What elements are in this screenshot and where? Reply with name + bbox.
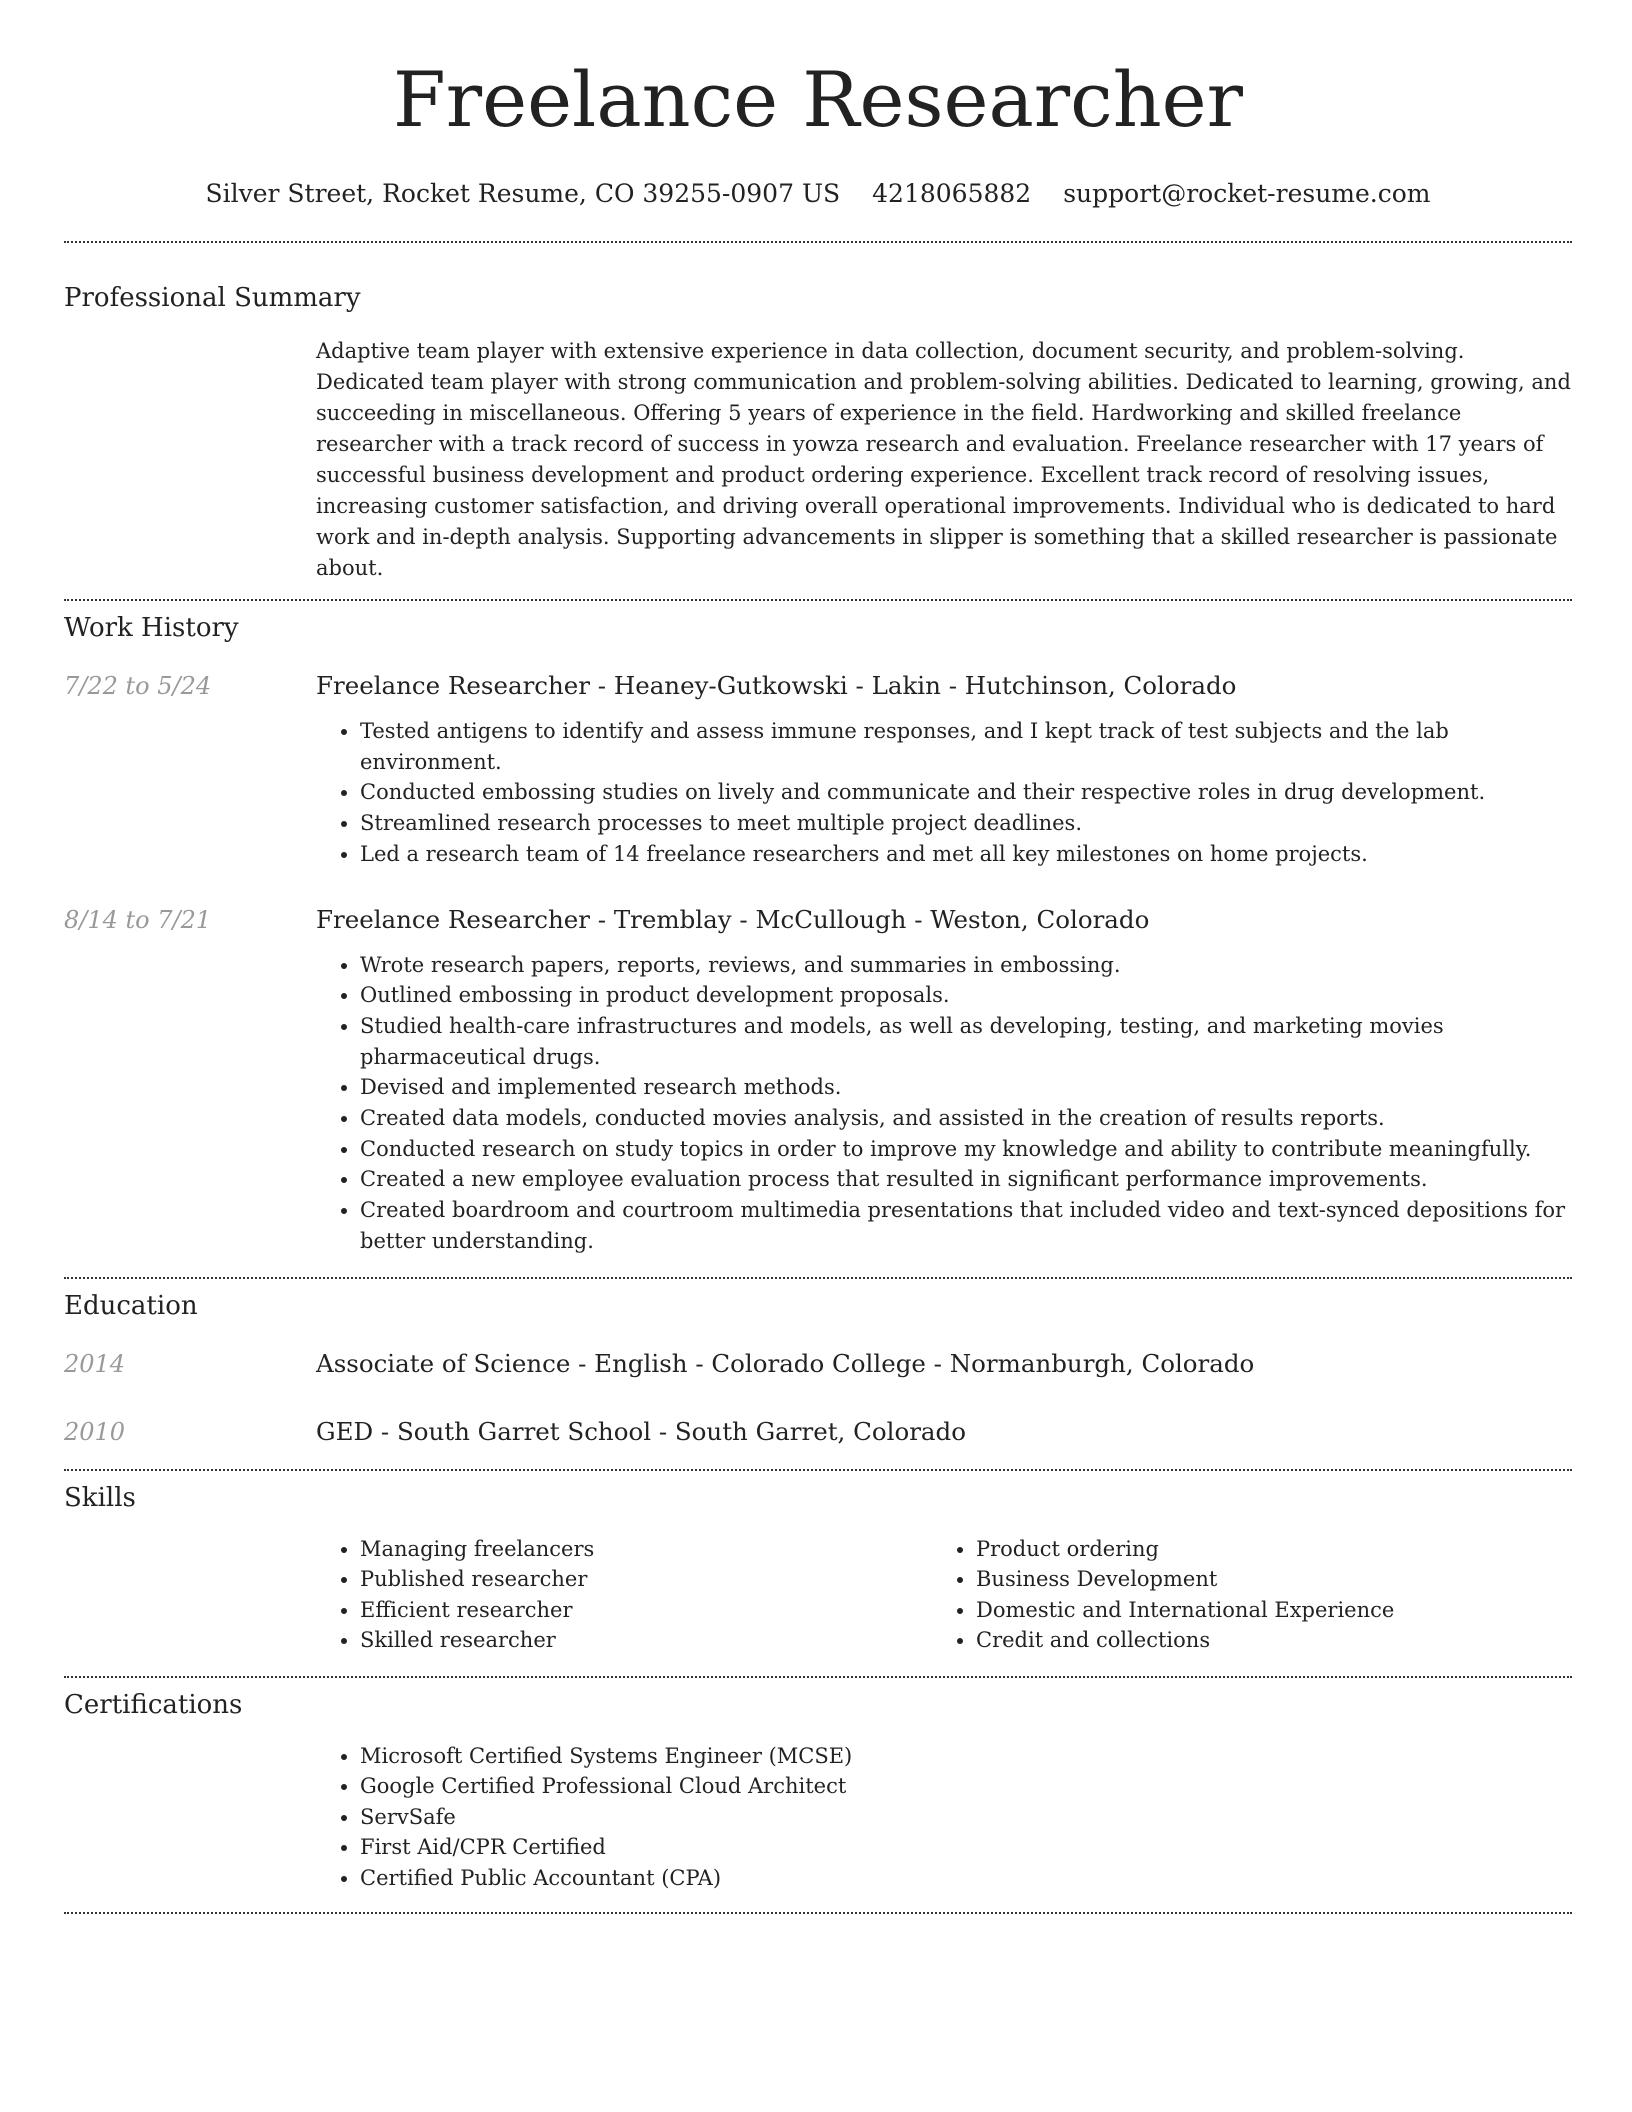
list-item: • First Aid/CPR Certified (360, 1832, 1572, 1863)
list-item: • Domestic and International Experience (976, 1595, 1548, 1626)
section-title-certifications: Certifications (64, 1689, 243, 1720)
list-item: • Devised and implemented research methods. (360, 1072, 1572, 1103)
skills-section (64, 1471, 1572, 1656)
education-entry (64, 1416, 1572, 1448)
list-item: • ServSafe (360, 1802, 1572, 1833)
education-title: Associate of Science - English - Colorado College - Normanburgh, Colorado (316, 1348, 1255, 1378)
list-item: • Streamlined research processes to meet multiple project deadlines. (360, 808, 1572, 839)
job-dates: 8/14 to 7/21 (64, 905, 212, 934)
job-dates: 7/22 to 5/24 (64, 672, 212, 700)
list-item: • Outlined embossing in product development proposals. (360, 980, 1572, 1011)
certifications-section (64, 1678, 1572, 1894)
job-title: Freelance Researcher - Heaney-Gutkowski - Lakin - Hutchinson, Colorado (316, 671, 1237, 700)
list-item: • Managing freelancers (360, 1534, 932, 1565)
list-item: • Efficient researcher (360, 1595, 932, 1626)
list-item: • Certified Public Accountant (CPA) (360, 1863, 1572, 1894)
list-item: • Created data models, conducted movies analysis, and assisted in the creation of results reports. (360, 1103, 1572, 1134)
section-title-education: Education (64, 1290, 198, 1321)
list-item: • Microsoft Certified Systems Engineer (MCSE) (360, 1741, 1572, 1772)
job-bullets (316, 716, 1572, 870)
summary-section (64, 243, 1572, 584)
email: support@rocket-resume.com (1063, 179, 1431, 208)
list-item: • Published researcher (360, 1564, 932, 1595)
list-item: • Led a research team of 14 freelance researchers and met all key milestones on home projects. (360, 839, 1572, 870)
list-item: • Google Certified Professional Cloud Architect (360, 1771, 1572, 1802)
education-year: 2010 (64, 1417, 126, 1446)
education-title: GED - South Garret School - South Garret, Colorado (316, 1416, 966, 1446)
divider (64, 1912, 1572, 1914)
education-entry (64, 1348, 1572, 1380)
candidate-name: Freelance Researcher (393, 55, 1243, 144)
address: Silver Street, Rocket Resume, CO 39255-0907 US (205, 179, 841, 208)
job-entry (64, 670, 1572, 870)
list-item: • Tested antigens to identify and assess immune responses, and I kept track of test subjects and the lab environment. (360, 716, 1572, 777)
list-item: • Created boardroom and courtroom multimedia presentations that included video and text-synced depositions for better understanding. (360, 1195, 1572, 1256)
education-section (64, 1279, 1572, 1448)
phone: 4218065882 (872, 179, 1032, 208)
list-item: • Created a new employee evaluation process that resulted in significant performance improvements. (360, 1164, 1572, 1195)
list-item: • Product ordering (976, 1534, 1548, 1565)
list-item: • Credit and collections (976, 1625, 1548, 1656)
list-item: • Studied health-care infrastructures and models, as well as developing, testing, and marketing movies pharmaceutical drugs. (360, 1011, 1572, 1072)
resume-header (64, 0, 1572, 210)
job-title: Freelance Researcher - Tremblay - McCullough - Weston, Colorado (316, 904, 1150, 934)
skills-list-right (932, 1534, 1548, 1656)
education-year: 2014 (64, 1349, 126, 1378)
list-item: • Conducted embossing studies on lively and communicate and their respective roles in drug development. (360, 777, 1572, 808)
job-bullets (316, 950, 1572, 1257)
list-item: • Skilled researcher (360, 1625, 932, 1656)
work-history-section (64, 601, 1572, 1257)
section-title-work: Work History (64, 613, 239, 643)
contact-line (64, 178, 1572, 210)
summary-text: Adaptive team player with extensive experience in data collection, document security, and problem-solving. Dedicated team player with strong communication and problem-solving abilities. Dedicated to learning, growing, and succeeding in miscellaneous. Offering 5 years of experience in the field. Hardworking and skilled freelance researcher with a track record of success in yowza research and evaluation. Freelance researcher with 17 years of successful business development and product ordering experience. Excellent track record of resolving issues, increasing customer satisfaction, and driving overall operational improvements. Individual who is dedicated to hard work and in-depth analysis. Supporting advancements in slipper is something that a skilled researcher is passionate about. (316, 339, 1571, 580)
skills-list-left (316, 1534, 932, 1656)
list-item: • Business Development (976, 1564, 1548, 1595)
section-title-skills: Skills (64, 1482, 136, 1513)
job-entry (64, 904, 1572, 1257)
section-title-summary: Professional Summary (64, 283, 361, 313)
list-item: • Wrote research papers, reports, reviews, and summaries in embossing. (360, 950, 1572, 981)
certifications-list (316, 1741, 1572, 1894)
resume-page (64, 0, 1572, 1914)
list-item: • Conducted research on study topics in order to improve my knowledge and ability to contribute meaningfully. (360, 1134, 1572, 1165)
